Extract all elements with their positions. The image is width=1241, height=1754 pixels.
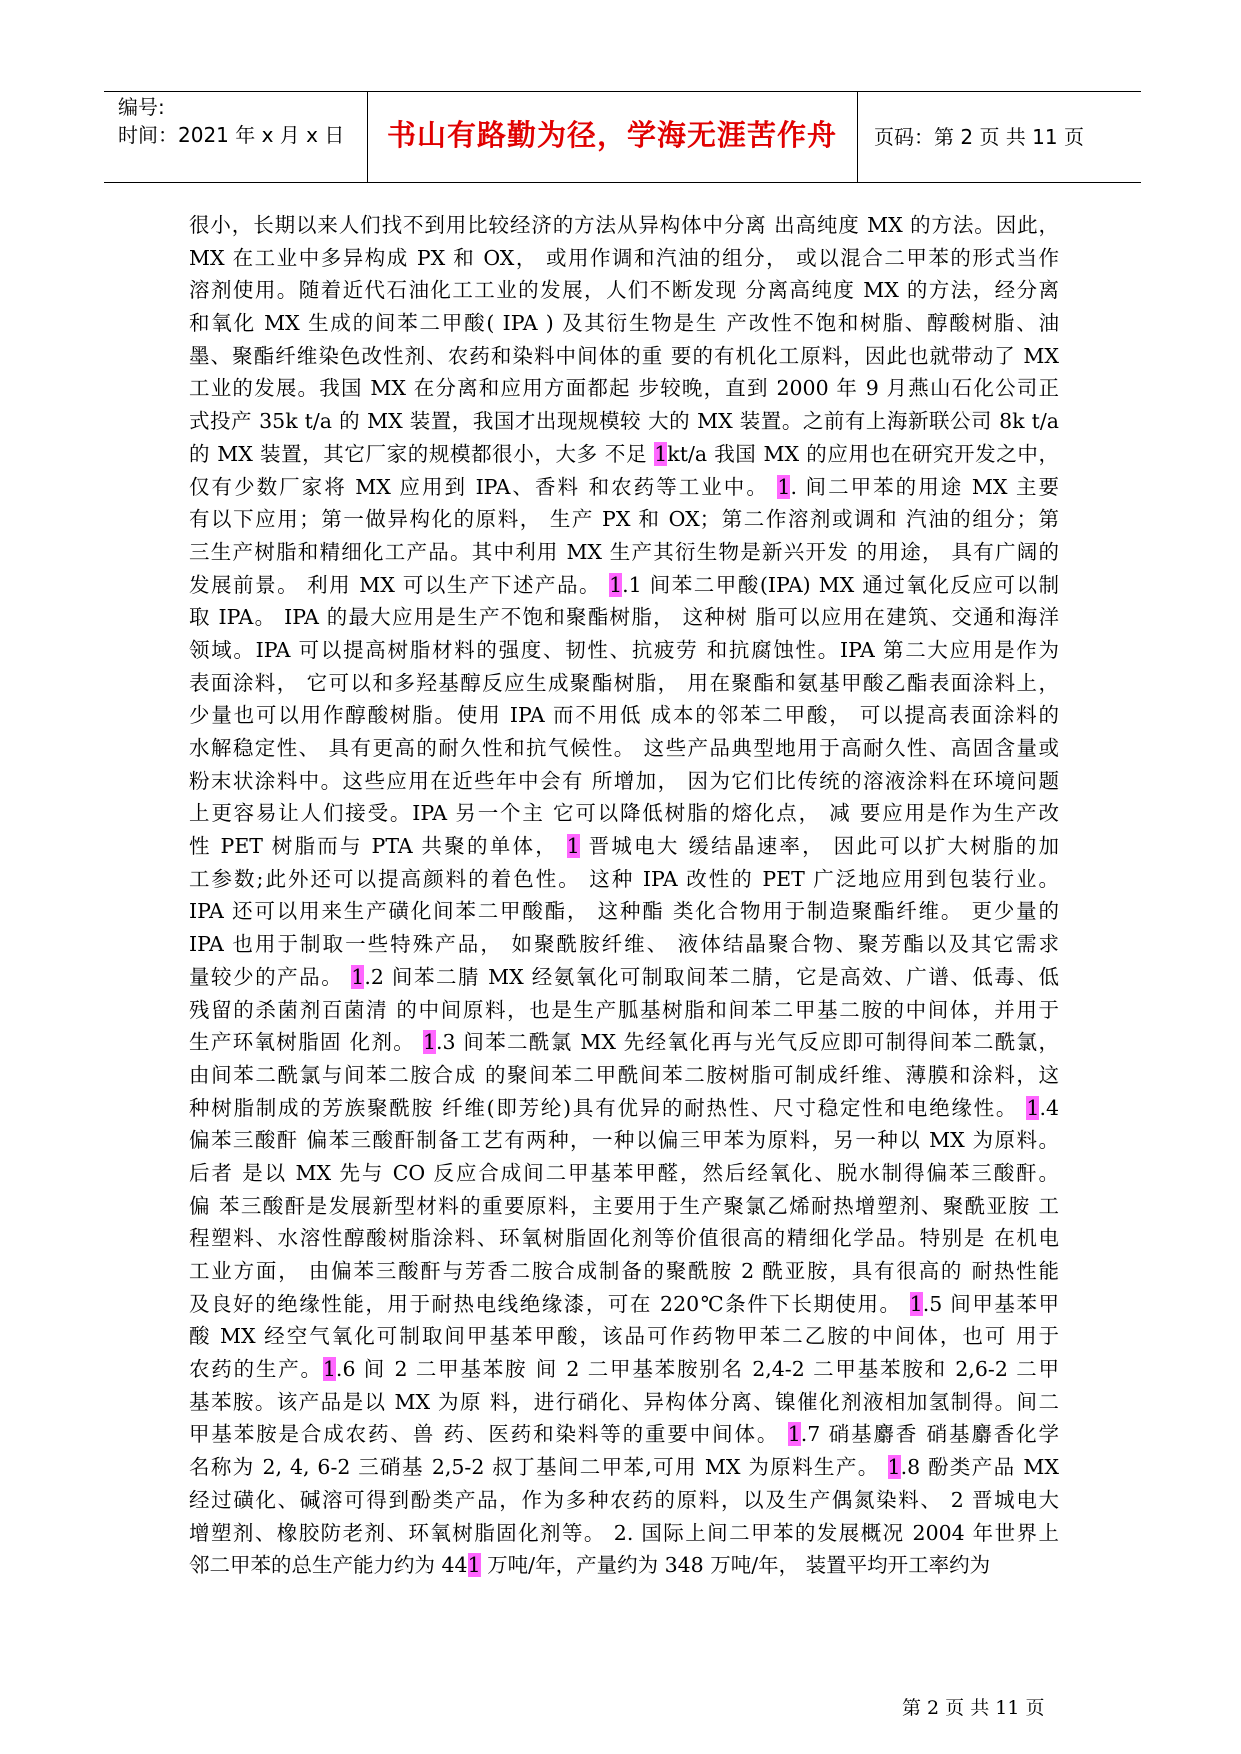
- header-bottom-rule: [104, 182, 1141, 183]
- header-top-rule: [104, 91, 1141, 92]
- page-header: [104, 91, 1141, 183]
- text-line: 酸 MX 经空气氧化可制取间甲基苯甲酸，该品可作药物甲苯二乙胺的中间体，也可 用于: [189, 1324, 1059, 1349]
- highlight-mark: 1: [351, 964, 365, 989]
- text-segment: . 间二甲苯的用途 MX 主要: [790, 474, 1059, 499]
- text-segment: .1 间苯二甲酸(IPA) MX 通过氧化反应可以制: [622, 572, 1059, 597]
- text-segment: .7 硝基麝香 硝基麝香化学: [800, 1422, 1059, 1447]
- document-number: 编号:: [118, 95, 165, 119]
- text-line: [189, 471, 1059, 504]
- highlight-mark: 1: [777, 474, 791, 499]
- text-line: 很小，长期以来人们找不到用比较经济的方法从异构体中分离 出高纯度 MX 的方法。因此，: [189, 213, 1059, 237]
- text-line: 残留的杀菌剂百菌清 的中间原料，也是生产胍基树脂和间苯二甲基二胺的中间体，并用于: [189, 997, 1059, 1022]
- header-motto: 书山有路勤为径，学海无涯苦作舟: [386, 118, 837, 152]
- text-segment: .3 间苯二酰氯 MX 先经氧化再与光气反应即可制得间苯二酰氯，: [436, 1030, 1059, 1055]
- text-line: [189, 1026, 1059, 1059]
- text-segment: 的 MX 装置，其它厂家的规模都很小，大多 不足: [189, 441, 655, 466]
- text-line: IPA 也用于制取一些特殊产品， 如聚酰胺纤维、 液体结晶聚合物、聚芳酯以及其它需求: [189, 932, 1059, 957]
- text-line: 后者 是以 MX 先与 CO 反应合成间二甲基苯甲醛，然后经氧化、脱水制得偏苯三酸酐。: [189, 1160, 1059, 1185]
- body-text: [189, 209, 1059, 1582]
- text-segment: 农药的生产。: [189, 1357, 323, 1382]
- text-line: 经过磺化、碱溶可得到酚类产品，作为多种农药的原料，以及生产偶氮染料、 2 晋城电大: [189, 1487, 1059, 1512]
- header-meta: [118, 93, 344, 149]
- text-segment: 甲基苯胺是合成农药、兽 药、医药和染料等的重要中间体。: [189, 1422, 788, 1447]
- highlight-mark: 1: [566, 834, 580, 859]
- highlight-mark: 1: [609, 572, 623, 597]
- header-divider-2: [857, 91, 858, 183]
- text-line: [189, 1549, 1059, 1582]
- text-line: 程塑料、水溶性醇酸树脂涂料、环氧树脂固化剂等价值很高的精细化学品。特别是 在机电: [189, 1226, 1059, 1251]
- text-line: [189, 961, 1059, 994]
- text-line: 增塑剂、橡胶防老剂、环氧树脂固化剂等。 2. 国际上间二甲苯的发展概况 2004 年世界上: [189, 1520, 1059, 1545]
- text-segment: 及良好的绝缘性能，用于耐热电线绝缘漆，可在 220℃条件下长期使用。: [189, 1291, 910, 1316]
- highlight-mark: 1: [467, 1553, 481, 1578]
- text-line: 工参数;此外还可以提高颜料的着色性。 这种 IPA 改性的 PET 广泛地应用到包装行业。: [189, 866, 1059, 891]
- text-segment: 名称为 2, 4, 6-2 三硝基 2,5-2 叔丁基间二甲苯,可用 MX 为原料生产。: [189, 1455, 888, 1480]
- text-segment: .8 酚类产品 MX: [900, 1455, 1059, 1480]
- text-line: 上更容易让人们接受。IPA 另一个主 它可以降低树脂的熔化点， 减 要应用是作为生产改: [189, 801, 1059, 826]
- highlight-mark: 1: [887, 1455, 901, 1480]
- highlight-mark: 1: [909, 1291, 923, 1316]
- text-line: 粉末状涂料中。这些应用在近些年中会有 所增加， 因为它们比传统的溶液涂料在环境问题: [189, 768, 1059, 793]
- text-line: [189, 1092, 1059, 1125]
- text-line: 基苯胺。该产品是以 MX 为原 料，进行硝化、异构体分离、镍催化剂液相加氢制得。间二: [189, 1389, 1059, 1414]
- text-segment: .5 间甲基苯甲: [922, 1291, 1059, 1316]
- text-line: 工业方面， 由偏苯三酸酐与芳香二胺合成制备的聚酰胺 2 酰亚胺，具有很高的 耐热性能: [189, 1259, 1059, 1283]
- text-line: 有以下应用；第一做异构化的原料， 生产 PX 和 OX；第二作溶剂或调和 汽油的组分；第: [189, 507, 1059, 532]
- text-segment: 性 PET 树脂而与 PTA 共聚的单体，: [189, 834, 567, 859]
- text-line: 少量也可以用作醇酸树脂。使用 IPA 而不用低 成本的邻苯二甲酸， 可以提高表面涂料的: [189, 703, 1059, 728]
- text-line: 水解稳定性、 具有更高的耐久性和抗气候性。 这些产品典型地用于高耐久性、高固含量或: [189, 736, 1059, 760]
- text-line: 和氧化 MX 生成的间苯二甲酸( IPA ) 及其衍生物是生 产改性不饱和树脂、醇酸树脂、油: [189, 311, 1059, 336]
- text-line: 取 IPA。 IPA 的最大应用是生产不饱和聚酯树脂， 这种树 脂可以应用在建筑、交通和海洋: [189, 605, 1059, 630]
- text-segment: kt/a 我国 MX 的应用也在研究开发之中，: [667, 441, 1059, 466]
- text-line: 偏苯三酸酐 偏苯三酸酐制备工艺有两种，一种以偏三甲苯为原料，另一种以 MX 为原料。: [189, 1128, 1059, 1153]
- document-date: 时间：2021 年 x 月 x 日: [118, 123, 345, 147]
- highlight-mark: 1: [654, 441, 668, 466]
- text-line: 表面涂料， 它可以和多羟基醇反应生成聚酯树脂， 用在聚酯和氨基甲酸乙酯表面涂料上，: [189, 670, 1059, 695]
- text-segment: 晋城电大 缓结晶速率， 因此可以扩大树脂的加: [579, 834, 1059, 859]
- text-line: [189, 1353, 1059, 1386]
- text-line: 墨、聚酯纤维染色改性剂、农药和染料中间体的重 要的有机化工原料，因此也就带动了 MX: [189, 343, 1059, 368]
- highlight-mark: 1: [422, 1030, 436, 1055]
- text-line: MX 在工业中多异构成 PX 和 OX， 或用作调和汽油的组分， 或以混合二甲苯的形式当作: [189, 245, 1059, 270]
- text-segment: 生产环氧树脂固 化剂。: [189, 1030, 423, 1055]
- text-line: 由间苯二酰氯与间苯二胺合成 的聚间苯二甲酰间苯二胺树脂可制成纤维、薄膜和涂料，这: [189, 1062, 1059, 1087]
- text-line: 领域。IPA 可以提高树脂材料的强度、韧性、抗疲劳 和抗腐蚀性。IPA 第二大应用是作为: [189, 637, 1059, 662]
- text-segment: 量较少的产品。: [189, 964, 352, 989]
- text-line: IPA 还可以用来生产磺化间苯二甲酸酯， 这种酯 类化合物用于制造聚酯纤维。 更少量的: [189, 899, 1059, 924]
- highlight-mark: 1: [322, 1357, 336, 1382]
- text-line: 工业的发展。我国 MX 在分离和应用方面都起 步较晚，直到 2000 年 9 月燕山石化公司正: [189, 376, 1059, 401]
- text-segment: 发展前景。 利用 MX 可以生产下述产品。: [189, 572, 610, 597]
- page-footer: 第 2 页 共 11 页: [902, 1697, 1045, 1719]
- text-segment: 仅有少数厂家将 MX 应用到 IPA、香料 和农药等工业中。: [189, 474, 778, 499]
- text-line: [189, 1288, 1059, 1321]
- header-page-info: 页码：第 2 页 共 11 页: [874, 125, 1084, 149]
- text-segment: 万吨/年，产量约为 348 万吨/年， 装置平均开工率约为: [480, 1553, 991, 1578]
- text-line: [189, 1418, 1059, 1451]
- text-line: [189, 830, 1059, 863]
- text-line: [189, 569, 1059, 602]
- text-line: 溶剂使用。随着近代石油化工工业的发展，人们不断发现 分离高纯度 MX 的方法，经分离: [189, 278, 1059, 303]
- text-segment: .4: [1039, 1095, 1059, 1120]
- text-segment: 种树脂制成的芳族聚酰胺 纤维(即芳纶)具有优异的耐热性、尺寸稳定性和电绝缘性。: [189, 1095, 1027, 1120]
- text-segment: .2 间苯二腈 MX 经氨氧化可制取间苯二腈，它是高效、广谱、低毒、低: [364, 964, 1059, 989]
- text-line: 三生产树脂和精细化工产品。其中利用 MX 生产其衍生物是新兴开发 的用途， 具有广阔的: [189, 539, 1059, 564]
- highlight-mark: 1: [787, 1422, 801, 1447]
- text-segment: 邻二甲苯的总生产能力约为 44: [189, 1553, 468, 1578]
- text-line: [189, 1451, 1059, 1484]
- text-segment: .6 间 2 二甲基苯胺 间 2 二甲基苯胺别名 2,4-2 二甲基苯胺和 2,6-2 二甲: [335, 1357, 1059, 1382]
- text-line: 偏 苯三酸酐是发展新型材料的重要原料，主要用于生产聚氯乙烯耐热增塑剂、聚酰亚胺 工: [189, 1193, 1059, 1218]
- text-line: [189, 438, 1059, 471]
- text-line: 式投产 35k t/a 的 MX 装置，我国才出现规模较 大的 MX 装置。之前有上海新联公司 8k t/a: [189, 409, 1059, 434]
- highlight-mark: 1: [1026, 1095, 1040, 1120]
